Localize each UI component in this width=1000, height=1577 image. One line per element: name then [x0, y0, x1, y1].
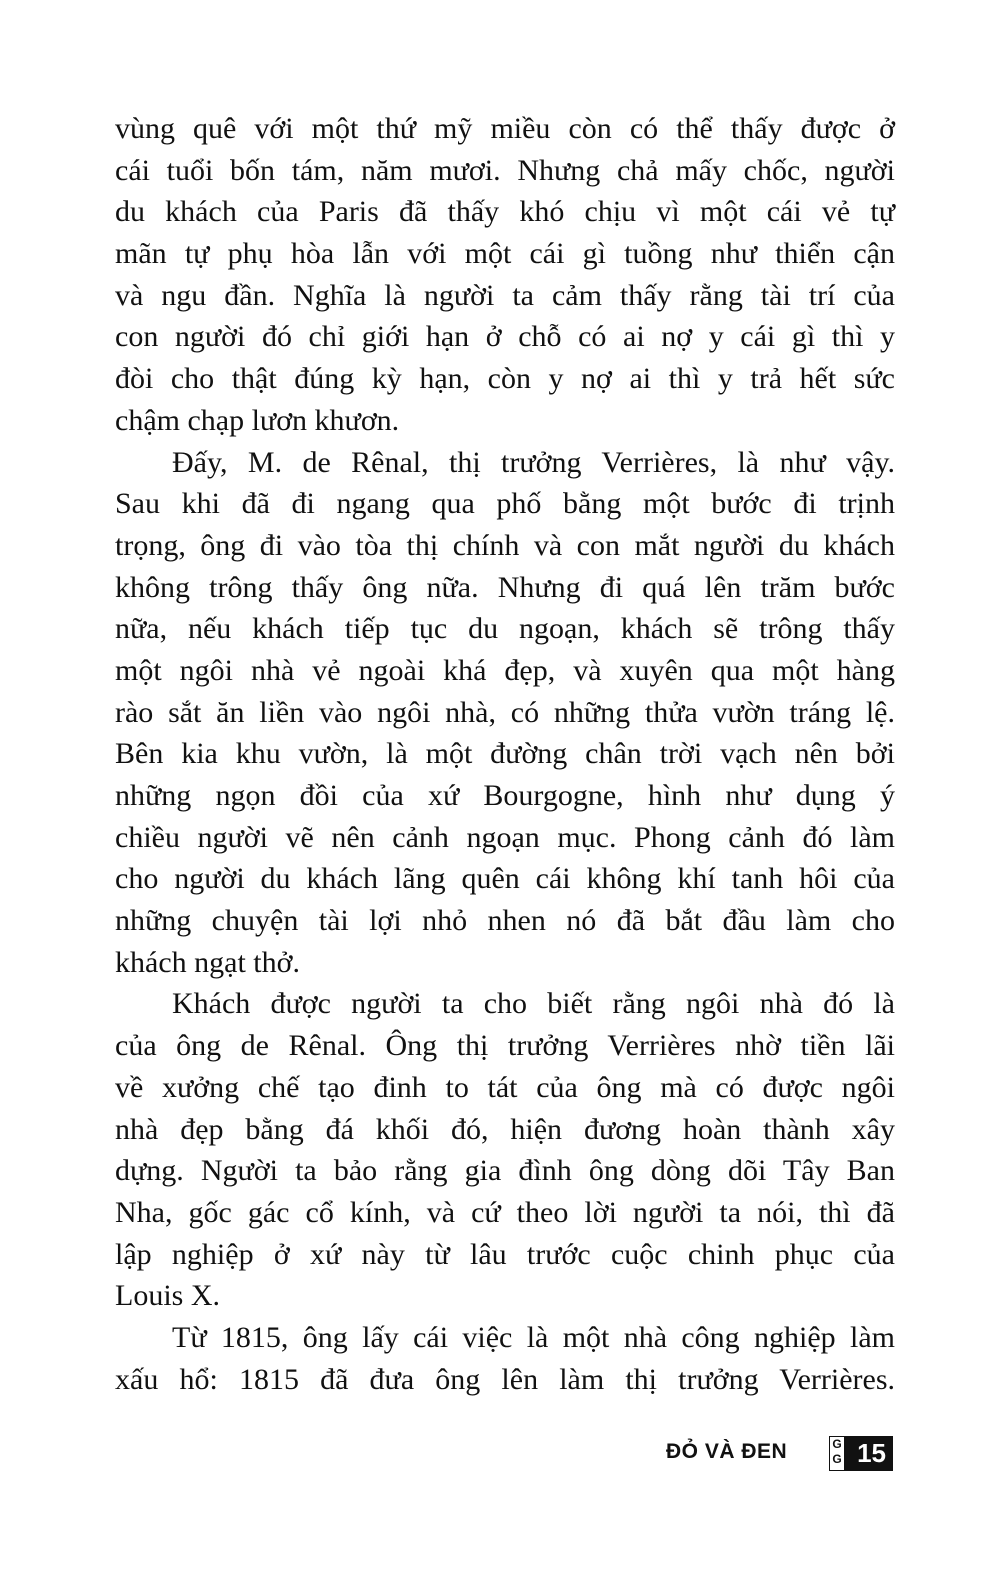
- paragraph: [115, 1317, 895, 1400]
- body-text: [115, 108, 895, 1400]
- text-line: về xưởng chế tạo đinh to tát của ông mà có được ngôi: [115, 1070, 895, 1104]
- text-line: khách ngạt thở.: [115, 945, 300, 979]
- text-line: Sau khi đã đi ngang qua phố bằng một bước đi trịnh: [115, 487, 895, 521]
- text-line: những chuyện tài lợi nhỏ nhen nó đã bắt đầu làm cho: [115, 904, 895, 938]
- page-number: 15: [857, 1438, 886, 1468]
- text-line: chiều người vẽ nên cảnh ngoạn mục. Phong cảnh đó làm: [115, 820, 895, 854]
- text-line: nhà đẹp bằng đá khối đó, hiện đương hoàn thành xây: [115, 1112, 895, 1146]
- running-title: ĐỎ VÀ ĐEN: [666, 1440, 788, 1463]
- paragraph: [115, 983, 895, 1317]
- text-line: Đấy, M. de Rênal, thị trưởng Verrières, là như vậy.: [172, 445, 895, 479]
- text-line: của ông de Rênal. Ông thị trưởng Verrières nhờ tiền lãi: [115, 1029, 895, 1063]
- text-line: không trông thấy ông nữa. Nhưng đi quá lên trăm bước: [115, 570, 895, 604]
- text-line: Từ 1815, ông lấy cái việc là một nhà công nghiệp làm: [172, 1320, 895, 1354]
- text-line: chậm chạp lươn khươn.: [115, 403, 400, 437]
- text-line: mãn tự phụ hòa lẫn với một cái gì tuồng như thiển cận: [115, 237, 895, 271]
- page-footer: [0, 1436, 1000, 1470]
- text-line: và ngu đần. Nghĩa là người ta cảm thấy rằng tài trí của: [115, 278, 895, 312]
- page-number-box: [829, 1436, 893, 1471]
- text-line: Nha, gốc gác cổ kính, và cứ theo lời người ta nói, thì đã: [115, 1195, 895, 1229]
- text-line: con người đó chỉ giới hạn ở chỗ có ai nợ y cái gì thì y: [115, 320, 895, 354]
- text-line: Khách được người ta cho biết rằng ngôi nhà đó là: [172, 987, 895, 1021]
- text-line: Bên kia khu vườn, là một đường chân trời vạch nên bởi: [115, 737, 895, 771]
- text-line: Louis X.: [115, 1279, 220, 1313]
- text-line: vùng quê với một thứ mỹ miều còn có thể thấy được ở: [115, 112, 895, 145]
- text-line: xấu hổ: 1815 đã đưa ông lên làm thị trưởng Verrières.: [115, 1362, 895, 1396]
- text-line: nữa, nếu khách tiếp tục du ngoạn, khách sẽ trông thấy: [115, 612, 895, 646]
- text-line: trọng, ông đi vào tòa thị chính và con mắt người du khách: [115, 528, 895, 562]
- text-line: cho người du khách lãng quên cái không khí tanh hôi của: [115, 862, 895, 896]
- text-line: đòi cho thật đúng kỳ hạn, còn y nợ ai thì y trả hết sức: [115, 362, 895, 396]
- text-line: du khách của Paris đã thấy khó chịu vì một cái vẻ tự: [115, 195, 895, 229]
- text-line: lập nghiệp ở xứ này từ lâu trước cuộc chinh phục của: [115, 1237, 895, 1271]
- text-line: dựng. Người ta bảo rằng gia đình ông dòng dõi Tây Ban: [115, 1154, 895, 1188]
- text-line: một ngôi nhà vẻ ngoài khá đẹp, và xuyên qua một hàng: [115, 653, 895, 687]
- text-line: những ngọn đồi của xứ Bourgogne, hình như dụng ý: [115, 779, 895, 812]
- text-line: cái tuổi bốn tám, năm mươi. Nhưng chả mấy chốc, người: [115, 153, 895, 187]
- ornament-icon: G G: [830, 1437, 845, 1470]
- paragraph: [115, 442, 895, 984]
- text-line: rào sắt ăn liền vào ngôi nhà, có những thửa vườn tráng lệ.: [115, 695, 895, 729]
- paragraph: [115, 108, 895, 442]
